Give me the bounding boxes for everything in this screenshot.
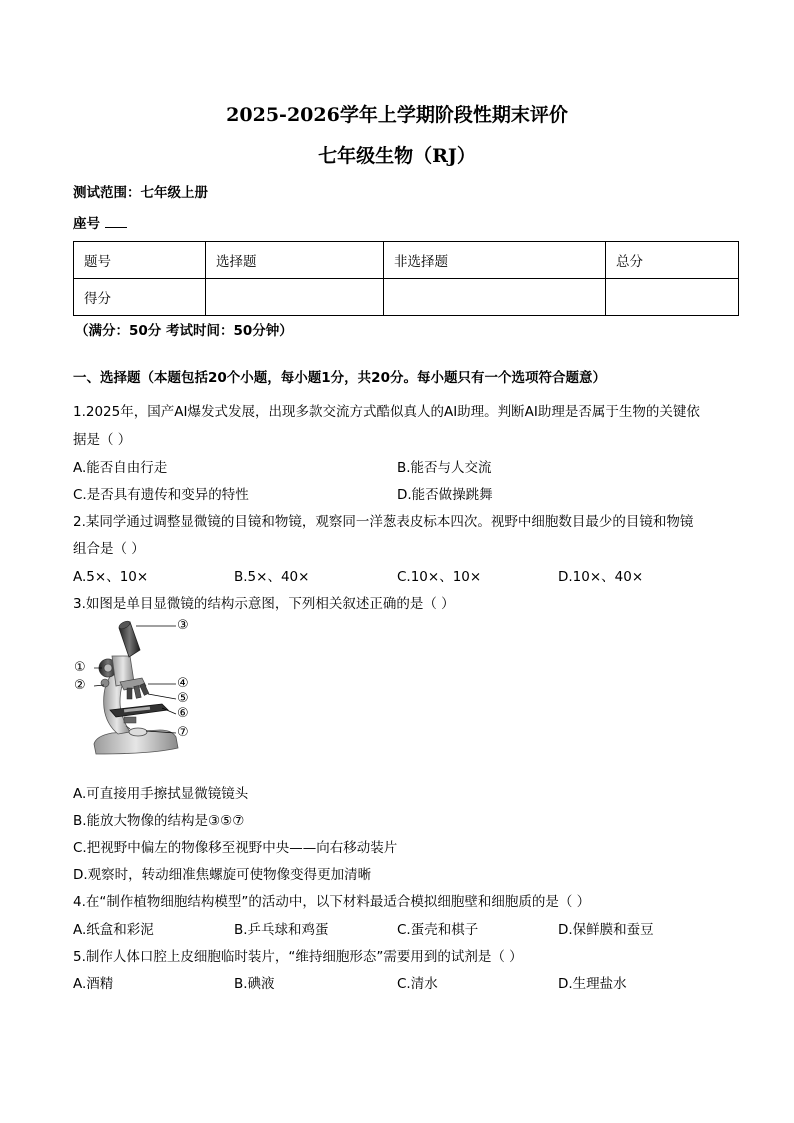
question-2-stem-cont: 组合是（ ） [73, 541, 145, 557]
exam-info: （满分：50分 考试时间：50分钟） [75, 323, 293, 339]
seat-number [73, 212, 127, 232]
score-header-cell: 选择题 [206, 242, 384, 279]
question-4-option-b[interactable]: B.乒乓球和鸡蛋 [234, 922, 329, 938]
score-table-score-row [74, 279, 739, 316]
question-2-option-c[interactable]: C.10×、10× [397, 569, 482, 585]
score-header-cell: 题号 [74, 242, 206, 279]
score-table [73, 241, 739, 316]
figure-label-6: ⑥ [177, 706, 189, 721]
question-2-option-b[interactable]: B.5×、40× [234, 569, 310, 585]
question-4-stem: 4.在“制作植物细胞结构模型”的活动中，以下材料最适合模拟细胞壁和细胞质的是（ ） [73, 894, 591, 910]
question-1-option-d[interactable]: D.能否做操跳舞 [397, 487, 493, 503]
exam-title: 2025-2026学年上学期阶段性期末评价 [226, 104, 568, 126]
figure-label-1: ① [74, 660, 86, 675]
figure-label-4: ④ [177, 676, 189, 691]
score-row-label: 得分 [74, 279, 206, 316]
question-1-option-c[interactable]: C.是否具有遗传和变异的特性 [73, 487, 249, 503]
seat-label: 座号 [73, 216, 100, 232]
question-2-stem: 2.某同学通过调整显微镜的目镜和物镜，观察同一洋葱表皮标本四次。视野中细胞数目最少的目镜和物镜 [73, 514, 694, 530]
question-5-option-c[interactable]: C.清水 [397, 976, 438, 992]
section-heading: 一、选择题（本题包括20个小题，每小题1分，共20分。每小题只有一个选项符合题意） [73, 370, 606, 386]
test-scope: 测试范围：七年级上册 [73, 185, 208, 201]
question-5-option-b[interactable]: B.碘液 [234, 976, 275, 992]
question-5-stem: 5.制作人体口腔上皮细胞临时装片，“维持细胞形态”需要用到的试剂是（ ） [73, 949, 523, 965]
figure-label-3: ③ [177, 618, 189, 633]
question-1-option-b[interactable]: B.能否与人交流 [397, 460, 492, 476]
question-5-option-a[interactable]: A.酒精 [73, 976, 114, 992]
score-header-cell: 非选择题 [384, 242, 606, 279]
question-3-option-c[interactable]: C.把视野中偏左的物像移至视野中央——向右移动装片 [73, 840, 398, 856]
score-table-header-row [74, 242, 739, 279]
question-4-option-a[interactable]: A.纸盒和彩泥 [73, 922, 154, 938]
question-1-stem-cont: 据是（ ） [73, 432, 132, 448]
score-cell-total[interactable] [606, 279, 739, 316]
question-3-option-b[interactable]: B.能放大物像的结构是③⑤⑦ [73, 813, 245, 829]
question-4-option-c[interactable]: C.蛋壳和棋子 [397, 922, 479, 938]
question-3-option-a[interactable]: A.可直接用手擦拭显微镜镜头 [73, 786, 249, 802]
question-2-option-a[interactable]: A.5×、10× [73, 569, 149, 585]
exam-subtitle: 七年级生物（RJ） [318, 145, 476, 167]
question-4-option-d[interactable]: D.保鲜膜和蚕豆 [558, 922, 654, 938]
score-cell-choice[interactable] [206, 279, 384, 316]
question-3-option-d[interactable]: D.观察时，转动细准焦螺旋可使物像变得更加清晰 [73, 867, 372, 883]
question-2-option-d[interactable]: D.10×、40× [558, 569, 644, 585]
figure-label-5: ⑤ [177, 691, 189, 706]
question-1-stem: 1.2025年，国产AI爆发式发展，出现多款交流方式酷似真人的AI助理。判断AI助理是否属于生物的关键依 [73, 404, 700, 420]
figure-label-7: ⑦ [177, 725, 189, 740]
question-3-stem: 3.如图是单目显微镜的结构示意图，下列相关叙述正确的是（ ） [73, 596, 455, 612]
question-5-option-d[interactable]: D.生理盐水 [558, 976, 627, 992]
question-1-option-a[interactable]: A.能否自由行走 [73, 460, 168, 476]
score-cell-nonchoice[interactable] [384, 279, 606, 316]
figure-label-2: ② [74, 678, 86, 693]
seat-blank[interactable] [105, 213, 127, 228]
score-header-cell: 总分 [606, 242, 739, 279]
